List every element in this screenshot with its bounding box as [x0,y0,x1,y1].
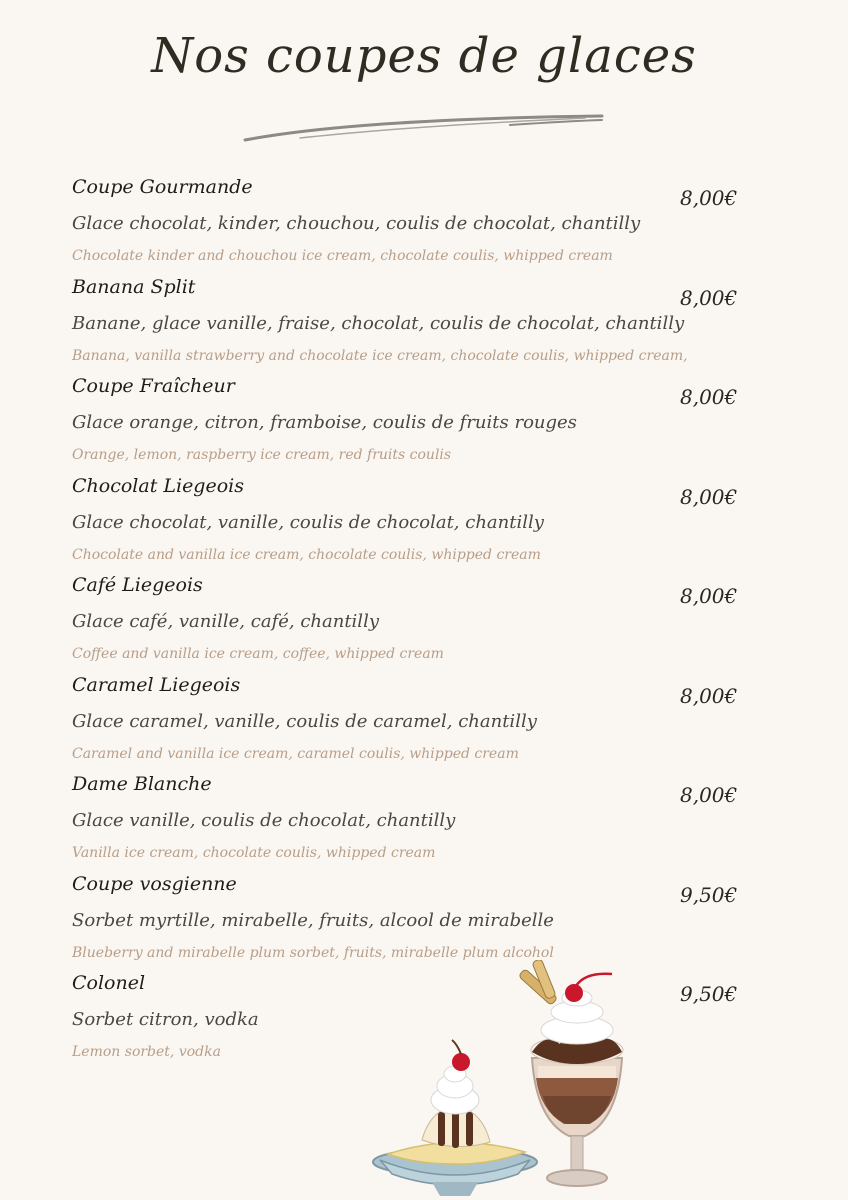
item-description-fr: Glace vanille, coulis de chocolat, chantilly [72,810,456,831]
item-price: 8,00€ [680,285,738,310]
item-name: Coupe vosgienne [72,872,237,895]
menu-item [72,873,772,973]
title-underline-flourish [240,108,610,148]
item-description-fr: Glace chocolat, vanille, coulis de chocolat, chantilly [72,511,544,533]
item-name: Coupe Fraîcheur [72,375,235,397]
item-price: 9,50€ [680,882,738,907]
item-description-en: Caramel and vanilla ice cream, caramel coulis, whipped cream [72,745,519,762]
item-price: 8,00€ [680,186,738,210]
item-description-fr: Sorbet myrtille, mirabelle, fruits, alcool de mirabelle [72,909,554,931]
item-description-fr: Banane, glace vanille, fraise, chocolat, coulis de chocolat, chantilly [72,312,685,334]
menu-item [72,475,772,575]
item-name: Banana Split [72,275,196,298]
item-description-en: Orange, lemon, raspberry ice cream, red fruits coulis [72,447,452,463]
item-name: Colonel [72,972,146,994]
item-description-en: Blueberry and mirabelle plum sorbet, fruits, mirabelle plum alcohol [72,944,554,961]
item-name: Dame Blanche [72,773,212,795]
item-price: 8,00€ [680,484,738,509]
menu-item [72,574,772,674]
menu-item [72,176,772,276]
item-description-en: Lemon sorbet, vodka [72,1044,221,1060]
banana-split-sundae-icon [373,1040,537,1196]
item-name: Caramel Liegeois [72,673,241,696]
item-price: 8,00€ [680,584,738,608]
item-description-en: Chocolate kinder and chouchou ice cream, chocolate coulis, whipped cream [72,248,613,264]
item-name: Chocolat Liegeois [72,474,244,497]
item-description-en: Banana, vanilla strawberry and chocolate ice cream, chocolate coulis, whipped cream, [72,347,688,364]
item-description-en: Coffee and vanilla ice cream, coffee, whipped cream [72,646,444,662]
item-price: 8,00€ [680,385,738,409]
item-description-fr: Glace caramel, vanille, coulis de caramel, chantilly [72,710,537,732]
item-description-fr: Sorbet citron, vodka [72,1009,259,1030]
item-price: 8,00€ [680,783,738,807]
menu-list [72,176,772,1072]
item-name: Coupe Gourmande [72,176,253,198]
menu-item [72,375,772,475]
ice-cream-illustration [360,960,660,1198]
item-description-fr: Glace chocolat, kinder, chouchou, coulis de chocolat, chantilly [72,213,641,234]
item-description-en: Chocolate and vanilla ice cream, chocolate coulis, whipped cream [72,546,541,563]
item-name: Café Liegeois [72,574,203,596]
sundae-glass-icon [518,960,623,1186]
item-description-en: Vanilla ice cream, chocolate coulis, whipped cream [72,845,436,861]
item-description-fr: Glace café, vanille, café, chantilly [72,611,379,632]
item-price: 9,50€ [680,982,738,1006]
item-price: 8,00€ [680,683,738,708]
menu-item [72,674,772,774]
menu-item [72,773,772,873]
item-description-fr: Glace orange, citron, framboise, coulis de fruits rouges [72,412,577,433]
page-title: Nos coupes de glaces [151,28,697,84]
menu-item [72,276,772,376]
